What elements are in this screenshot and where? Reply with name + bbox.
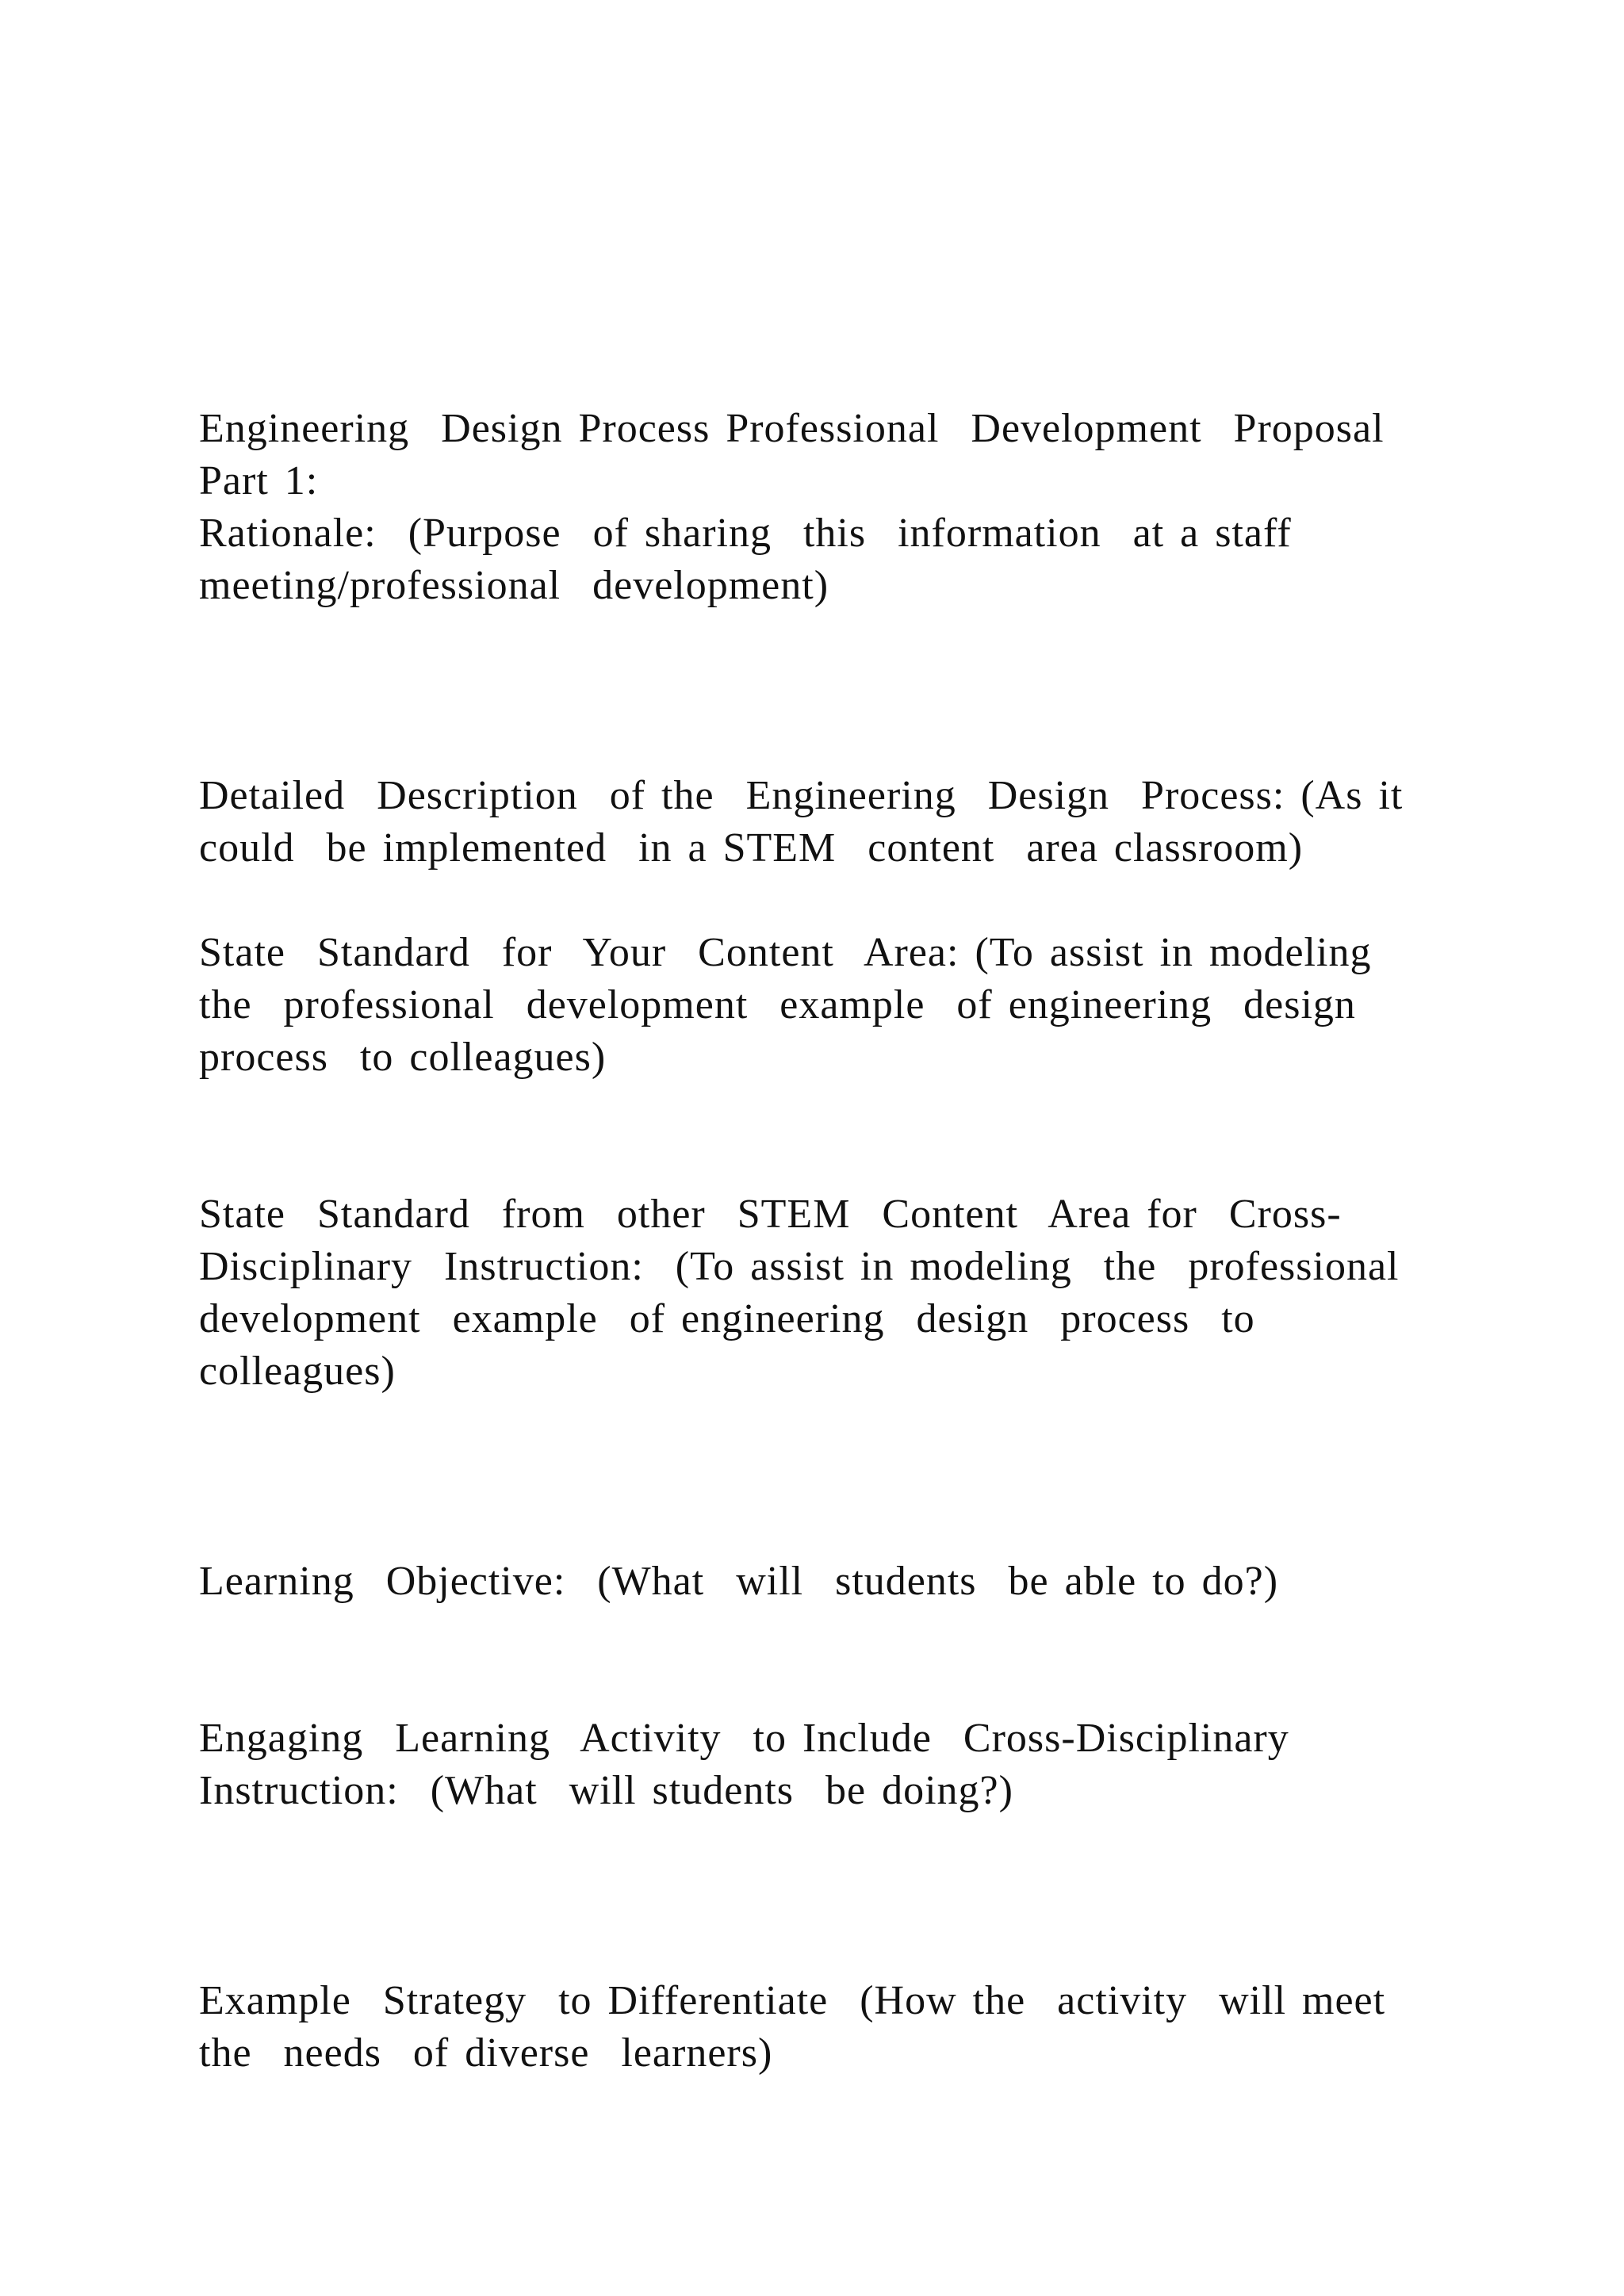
differentiate-line: the needs of diverse learners) xyxy=(199,2030,773,2076)
description-line: Detailed Description of the Engineering Design Process: (As it xyxy=(199,773,1404,818)
cross-standard-line: colleagues) xyxy=(199,1349,396,1394)
objective-line: Learning Objective: (What will students be able to do?) xyxy=(199,1559,1279,1604)
description-line: could be implemented in a STEM content area classroom) xyxy=(199,825,1304,871)
rationale-line: Rationale: (Purpose of sharing this information at a staff xyxy=(199,511,1292,556)
rationale-line: meeting/professional development) xyxy=(199,563,829,608)
activity-line: Engaging Learning Activity to Include Cross-Disciplinary xyxy=(199,1716,1289,1761)
part-label: Part 1: xyxy=(199,458,319,503)
state-standard-line: State Standard for Your Content Area: (To assist in modeling xyxy=(199,930,1372,975)
cross-standard-line: development example of engineering design process to xyxy=(199,1296,1255,1341)
activity-line: Instruction: (What will students be doing?) xyxy=(199,1768,1013,1813)
state-standard-line: the professional development example of engineering design xyxy=(199,982,1356,1027)
cross-standard-line: State Standard from other STEM Content Area for Cross- xyxy=(199,1192,1342,1237)
differentiate-line: Example Strategy to Differentiate (How the activity will meet xyxy=(199,1978,1386,2023)
document-title: Engineering Design Process Professional Development Proposal xyxy=(199,406,1385,451)
state-standard-line: process to colleagues) xyxy=(199,1035,607,1080)
cross-standard-line: Disciplinary Instruction: (To assist in modeling the professional xyxy=(199,1244,1400,1289)
